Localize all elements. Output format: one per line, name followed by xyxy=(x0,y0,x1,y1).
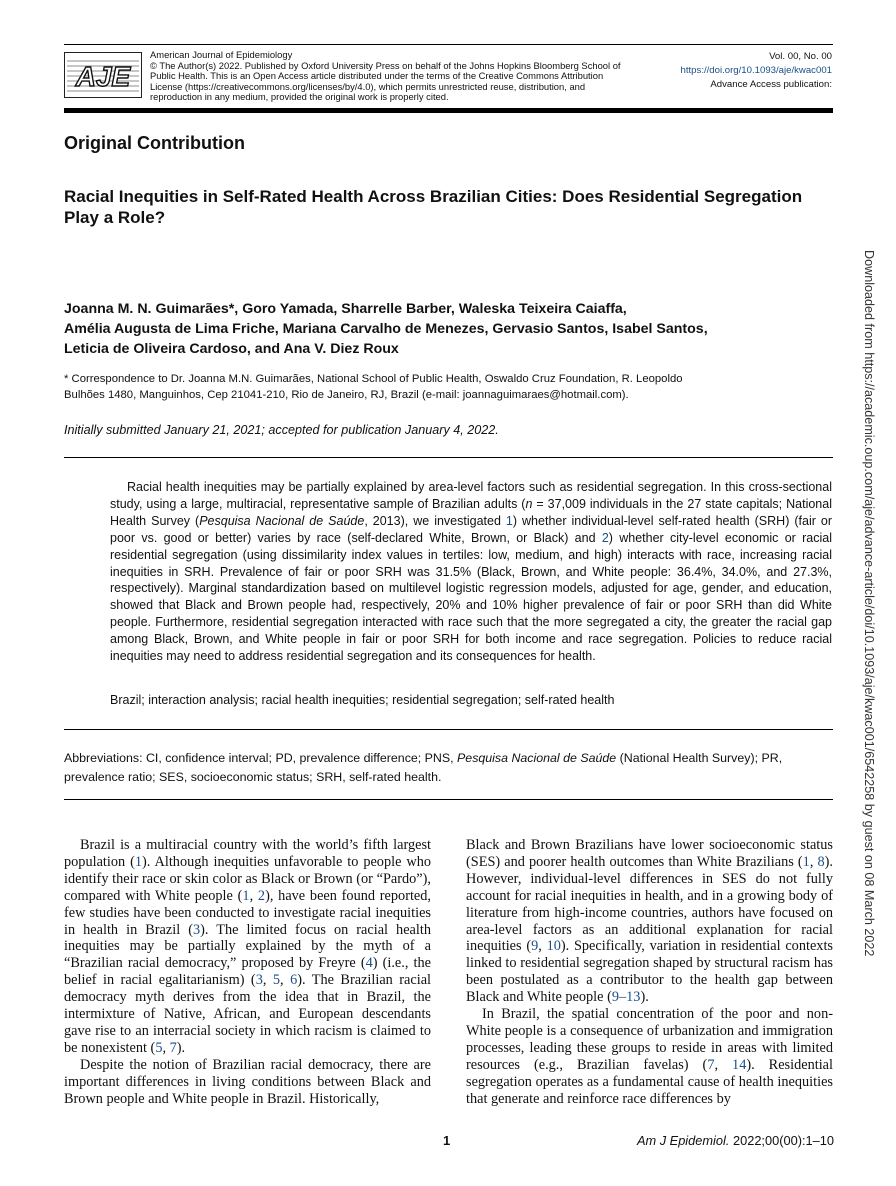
abstract-list-number: 2 xyxy=(601,530,609,545)
section-label: Original Contribution xyxy=(64,133,245,153)
citation-link[interactable]: 2 xyxy=(257,887,266,904)
volume-number: Vol. 00, No. 00 xyxy=(769,51,832,62)
citation-link[interactable]: 3 xyxy=(255,972,263,989)
citation-link[interactable]: 9–13 xyxy=(611,989,641,1006)
abbrev-pns: Pesquisa Nacional de Saúde xyxy=(457,751,617,765)
citation-link[interactable]: 1 xyxy=(134,853,143,870)
citation-link[interactable]: 9 xyxy=(531,938,539,955)
article-title: Racial Inequities in Self-Rated Health Across Brazilian Cities: Does Residential Segregation Play a Role? xyxy=(64,187,803,227)
abstract-text: = 37,009 individuals in the 27 state capitals; National Health Survey ( xyxy=(110,496,832,528)
citation-link[interactable]: 8 xyxy=(817,853,825,870)
abstract-n: n xyxy=(525,496,533,511)
body-paragraph: Brazil is a multiracial country with the world’s fifth largest population (1). Although inequities unfavorable to people who identify their race or skin color as Black or Brown (or “Pardo”), compared with White people (1, 2), have been found reported, few studies have been conducted to investigate racial inequities in health in Brazil (3). The limited focus on racial health inequities may be partially explained by the myth of a “Brazilian racial democracy,” proposed by Freyre (4) (i.e., the belief in racial egalitarianism) (3, 5, 6). The Brazilian racial democracy myth derives from the idea that in Brazil, the intermixture of Native, African, and European descendants gave rise to an interracial society in which racism is claimed to be nonexistent (5, 7). xyxy=(64,837,432,1056)
citation-link[interactable]: 3 xyxy=(192,921,201,938)
citation-link[interactable]: 1 xyxy=(802,853,810,870)
pub-line: © The Author(s) 2022. Published by Oxford University Press on behalf of the Johns Hopkins Bloomberg School of xyxy=(150,59,621,71)
page-number: 1 xyxy=(443,1133,451,1148)
body-paragraph: Despite the notion of Brazilian racial democracy, there are important differences in living conditions between Black and Brown people and White people in Brazil. Historically, xyxy=(64,1056,431,1107)
abbrev-text: Abbreviations: CI, confidence interval; PD, prevalence difference; PNS, xyxy=(64,751,458,765)
abstract-pns: Pesquisa Nacional de Saúde xyxy=(199,513,365,528)
abstract-text: , 2013), we investigated xyxy=(364,513,506,528)
citation-link[interactable]: 6 xyxy=(290,972,298,989)
citation-link[interactable]: 14 xyxy=(732,1056,747,1073)
citation-link[interactable]: 4 xyxy=(365,955,373,972)
journal-name: Am J Epidemiol. xyxy=(636,1133,730,1148)
correspondence-line: Bulhões 1480, Manguinhos, Cep 21041-210, Rio de Janeiro, RJ, Brazil (e-mail: joannaguimaraes@hotmail.com). xyxy=(64,389,629,401)
aje-logo-icon xyxy=(65,53,141,97)
abstract-text: Racial health inequities may be partially explained by area-level factors such as residential segregation. In this cross-sectional study, using a large, multiracial, representative sample of Brazilian adults ( xyxy=(110,480,832,511)
pub-line: reproduction in any medium, provided the original work is properly cited. xyxy=(150,91,449,103)
download-watermark: Downloaded from https://academic.oup.com/aje/advance-article/doi/10.1093/aje/kwac001/6542258 by guest on 08 March 2022 xyxy=(862,250,876,957)
pub-line: American Journal of Epidemiology xyxy=(150,49,293,60)
header-bottom-rule xyxy=(64,108,833,113)
advance-access: Advance Access publication: xyxy=(710,79,832,90)
body-paragraph: Black and Brown Brazilians have lower socioeconomic status (SES) and poorer health outcomes than White Brazilians (1, 8). However, individual-level differences in SES do not fully account for racial inequities in health, and in a growing body of literature from high-income countries, authors have focused on area-level factors as an additional explanation for racial inequities (9, 10). Specifically, variation in residential contexts linked to residential segregation shaped by structural racism has been postulated as a contributor to the health gap between Black and White people (9–13). xyxy=(466,837,833,1006)
correspondence-line: * Correspondence to Dr. Joanna M.N. Guimarães, National School of Public Health, Oswaldo Cruz Foundation, R. Leopoldo xyxy=(64,373,683,385)
body-column-right xyxy=(466,837,833,1108)
author-line: Amélia Augusta de Lima Friche, Mariana Carvalho de Menezes, Gervasio Santos, Isabel Santos, xyxy=(64,321,708,337)
abbreviations xyxy=(64,749,834,787)
header-top-rule xyxy=(64,44,833,45)
author-line: Leticia de Oliveira Cardoso, and Ana V. Diez Roux xyxy=(64,341,399,357)
citation-link[interactable]: 10 xyxy=(546,938,561,955)
author-line: Joanna M. N. Guimarães*, Goro Yamada, Sharrelle Barber, Waleska Teixeira Caiaffa, xyxy=(64,301,627,317)
volume-info xyxy=(632,50,832,92)
body-column-left xyxy=(64,837,431,1108)
submission-dates: Initially submitted January 21, 2021; accepted for publication January 4, 2022. xyxy=(64,423,499,437)
abstract-bottom-rule xyxy=(64,729,833,730)
body-paragraph: In Brazil, the spatial concentration of the poor and non-White people is a consequence of urbanization and immigration processes, leading these groups to reside in areas with limited resources (e.g., Brazilian favelas) (7, 14). Residential segregation operates as a fundamental cause of health inequities that generate and reinforce race differences by xyxy=(466,1006,833,1107)
abbrev-bottom-rule xyxy=(64,799,833,800)
journal-citation xyxy=(637,1133,834,1148)
abstract-text: ) whether individual-level self-rated health (SRH) (fair or poor vs. good or better) varies by race (self-declared White, Brown, or Black) and xyxy=(110,513,832,545)
abstract xyxy=(110,479,832,665)
keywords: Brazil; interaction analysis; racial health inequities; residential segregation; self-rated health xyxy=(110,693,615,707)
citation-link[interactable]: 5 xyxy=(272,972,281,989)
doi-link[interactable]: https://doi.org/10.1093/aje/kwac001 xyxy=(680,65,832,76)
journal-volume: 2022;00(00):1–10 xyxy=(729,1133,834,1148)
citation-link[interactable]: 5 xyxy=(155,1039,163,1056)
pub-line: Public Health. This is an Open Access article distributed under the terms of the Creative Commons Attribution xyxy=(150,70,604,82)
pub-line: License (https://creativecommons.org/licenses/by/4.0), which permits unrestricted reuse, distribution, and xyxy=(150,80,586,92)
abbrev-text: (National Health Survey); PR, prevalence ratio; SES, socioeconomic status; SRH, self-rated health. xyxy=(64,751,783,784)
author-list xyxy=(64,299,824,359)
citation-link[interactable]: 1 xyxy=(242,887,250,904)
abstract-top-rule xyxy=(64,457,833,458)
citation-link[interactable]: 7 xyxy=(169,1039,177,1056)
correspondence xyxy=(64,371,784,403)
publication-info xyxy=(150,50,670,103)
citation-link[interactable]: 7 xyxy=(707,1056,715,1073)
abstract-text: ) whether city-level economic or racial residential segregation (using dissimilarity index values in tertiles: low, medium, and high) interacts with race, increasing racial inequities in SRH. Prevalence of fair or poor SRH was 31.5% (Black, Brown, and White people: 36.4%, 34.0%, and 27.3%, respectively). Marginal standardization based on multilevel logistic regression models, adjusted for age, gender, and education, showed that Black and Brown people had, respectively, 20% and 10% higher prevalence of fair or poor SRH than did White people. Furthermore, residential segregation interacted with race such that the more segregated a city, the greater the racial gap among Black, Brown, and White people in fair or poor SRH for both income and race segregation. Policies to reduce racial inequities may need to address residential segregation and its consequences for health. xyxy=(110,530,833,664)
journal-logo xyxy=(64,52,142,98)
abstract-list-number: 1 xyxy=(505,513,513,528)
logo-text: AJE xyxy=(75,61,131,92)
